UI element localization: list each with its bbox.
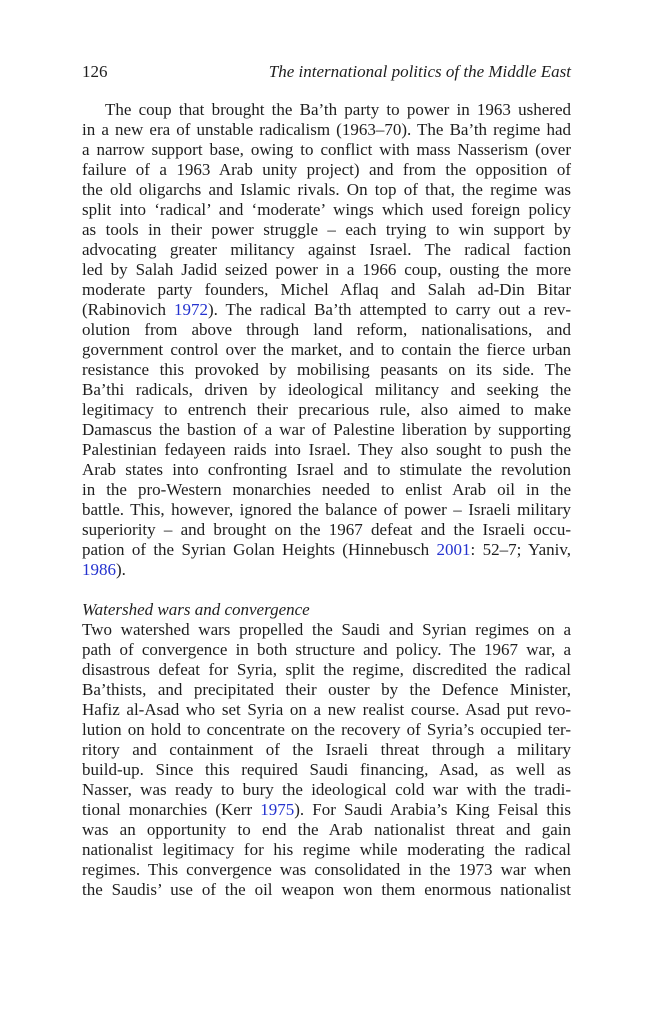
text-segment: ritory and containment of the Israeli threat through a military bbox=[82, 740, 571, 759]
text-line bbox=[82, 860, 571, 880]
text-segment: The coup that brought the Ba’th party to power in 1963 ushered bbox=[105, 100, 571, 119]
text-segment: resistance this provoked by mobilising peasants on its side. The bbox=[82, 360, 571, 379]
text-line bbox=[82, 460, 571, 480]
citation-year-link[interactable]: 2001 bbox=[436, 540, 471, 559]
text-segment: led by Salah Jadid seized power in a 1966 coup, ousting the more bbox=[82, 260, 571, 279]
text-line bbox=[82, 420, 571, 440]
text-segment: ). For Saudi Arabia’s King Feisal this bbox=[294, 800, 571, 819]
text-line bbox=[82, 820, 571, 840]
text-line bbox=[82, 680, 571, 700]
text-line bbox=[82, 280, 571, 300]
text-line bbox=[82, 720, 571, 740]
text-segment: build-up. Since this required Saudi financing, Asad, as well as bbox=[82, 760, 571, 779]
text-line bbox=[82, 540, 571, 560]
text-segment: government control over the market, and to contain the fierce urban bbox=[82, 340, 571, 359]
text-segment: in the pro-Western monarchies needed to enlist Arab oil in the bbox=[82, 480, 571, 499]
text-segment: pation of the Syrian Golan Heights (Hinnebusch bbox=[82, 540, 437, 559]
text-segment: superiority – and brought on the 1967 defeat and the Israeli occu- bbox=[82, 520, 571, 539]
text-line bbox=[82, 840, 571, 860]
text-segment: split into ‘radical’ and ‘moderate’ wings which used foreign policy bbox=[82, 200, 571, 219]
text-line bbox=[82, 160, 571, 180]
text-line bbox=[82, 740, 571, 760]
text-segment: was an opportunity to end the Arab nationalist threat and gain bbox=[82, 820, 571, 839]
text-line bbox=[82, 140, 571, 160]
text-segment: moderate party founders, Michel Aflaq and Salah ad-Din Bitar bbox=[82, 280, 571, 299]
text-line bbox=[82, 560, 571, 580]
page-number: 126 bbox=[82, 62, 108, 81]
text-line bbox=[82, 260, 571, 280]
paragraph-2 bbox=[82, 620, 571, 900]
text-segment: legitimacy to entrench their precarious rule, also aimed to make bbox=[82, 400, 571, 419]
text-segment: disastrous defeat for Syria, split the regime, discredited the radical bbox=[82, 660, 571, 679]
text-line bbox=[82, 380, 571, 400]
text-line bbox=[82, 100, 571, 120]
text-segment: Nasser, was ready to bury the ideological cold war with the tradi- bbox=[82, 780, 571, 799]
text-segment: Arab states into confronting Israel and to stimulate the revolution bbox=[82, 460, 571, 479]
text-segment: nationalist legitimacy for his regime while moderating the radical bbox=[82, 840, 571, 859]
text-segment: (Rabinovich bbox=[82, 300, 174, 319]
text-line bbox=[82, 500, 571, 520]
text-line bbox=[82, 700, 571, 720]
text-line bbox=[82, 220, 571, 240]
text-segment: tional monarchies (Kerr bbox=[82, 800, 261, 819]
text-line bbox=[82, 200, 571, 220]
text-line bbox=[82, 640, 571, 660]
page-header bbox=[82, 62, 571, 82]
text-line bbox=[82, 120, 571, 140]
text-segment: Two watershed wars propelled the Saudi and Syrian regimes on a bbox=[82, 620, 571, 639]
text-segment: Ba’thi radicals, driven by ideological militancy and seeking the bbox=[82, 380, 571, 399]
text-line bbox=[82, 800, 571, 820]
text-segment: regimes. This convergence was consolidated in the 1973 war when bbox=[82, 860, 571, 879]
text-segment: Damascus the bastion of a war of Palestine liberation by supporting bbox=[82, 420, 571, 439]
text-line bbox=[82, 180, 571, 200]
text-line bbox=[82, 760, 571, 780]
text-line bbox=[82, 880, 571, 900]
text-segment: the old oligarchs and Islamic rivals. On top of that, the regime was bbox=[82, 180, 571, 199]
text-segment: ). The radical Ba’th attempted to carry out a rev- bbox=[207, 300, 571, 319]
text-segment: ). bbox=[116, 560, 126, 579]
text-line bbox=[82, 480, 571, 500]
text-line bbox=[82, 620, 571, 640]
citation-year-link[interactable]: 1975 bbox=[260, 800, 295, 819]
citation-year-link[interactable]: 1986 bbox=[82, 560, 116, 579]
text-segment: as tools in their power struggle – each trying to win support by bbox=[82, 220, 571, 239]
text-segment: failure of a 1963 Arab unity project) and from the opposition of bbox=[82, 160, 571, 179]
text-line bbox=[82, 520, 571, 540]
text-line bbox=[82, 660, 571, 680]
text-segment: Hafiz al-Asad who set Syria on a new realist course. Asad put revo- bbox=[82, 700, 571, 719]
text-line bbox=[82, 340, 571, 360]
text-line bbox=[82, 400, 571, 420]
citation-year-link[interactable]: 1972 bbox=[173, 300, 208, 319]
running-title: The international politics of the Middle East bbox=[268, 62, 571, 81]
text-line bbox=[82, 300, 571, 320]
text-segment: Palestinian fedayeen raids into Israel. They also sought to push the bbox=[82, 440, 571, 459]
text-segment: in a new era of unstable radicalism (1963–70). The Ba’th regime had bbox=[82, 120, 571, 139]
text-segment: advocating greater militancy against Israel. The radical faction bbox=[82, 240, 571, 259]
text-line bbox=[82, 320, 571, 340]
text-segment: path of convergence in both structure and policy. The 1967 war, a bbox=[82, 640, 571, 659]
text-line bbox=[82, 440, 571, 460]
text-segment: a narrow support base, owing to conflict with mass Nasserism (over bbox=[82, 140, 571, 159]
text-segment: Ba’thists, and precipitated their ouster by the Defence Minister, bbox=[82, 680, 571, 699]
text-line bbox=[82, 780, 571, 800]
text-segment: : 52–7; Yaniv, bbox=[470, 540, 571, 559]
text-segment: olution from above through land reform, nationalisations, and bbox=[82, 320, 571, 339]
text-line bbox=[82, 240, 571, 260]
text-segment: the Saudis’ use of the oil weapon won them enormous nationalist bbox=[82, 880, 571, 899]
text-segment: lution on hold to concentrate on the recovery of Syria’s occupied ter- bbox=[82, 720, 571, 739]
paragraph-1 bbox=[82, 100, 571, 580]
text-line bbox=[82, 360, 571, 380]
section-heading: Watershed wars and convergence bbox=[82, 600, 310, 619]
text-segment: battle. This, however, ignored the balance of power – Israeli military bbox=[82, 500, 571, 519]
